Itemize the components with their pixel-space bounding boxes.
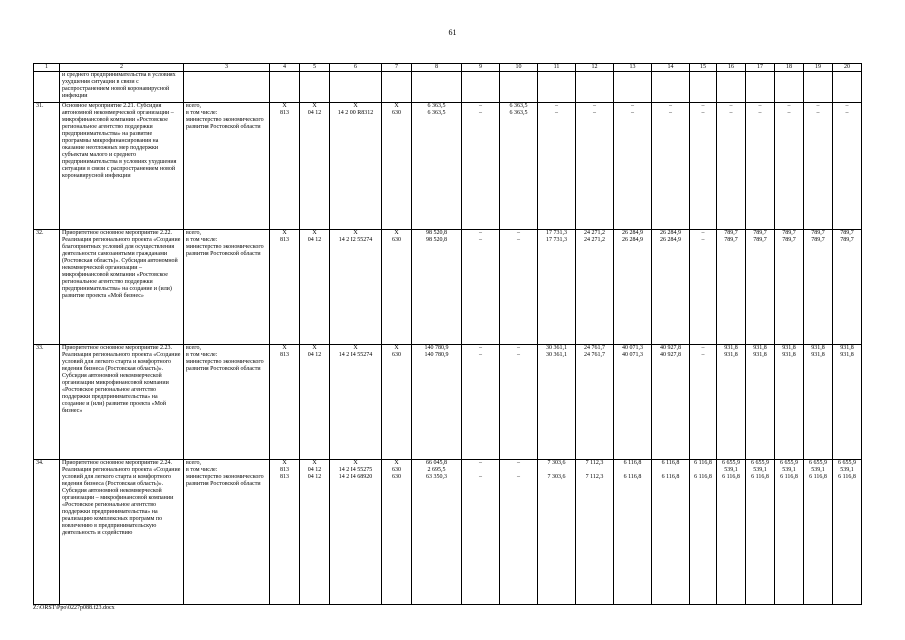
value-line: 140 780,9 bbox=[424, 345, 449, 351]
value-cell-col-6 bbox=[330, 460, 382, 605]
value-cell-col-13 bbox=[614, 345, 652, 460]
value-line: – bbox=[479, 237, 482, 243]
value-line: 24 761,7 bbox=[584, 352, 605, 358]
value-line: X bbox=[312, 230, 317, 236]
value-line: 7 303,6 bbox=[547, 460, 566, 466]
value-line: 789,7 bbox=[724, 237, 738, 243]
value-line bbox=[692, 467, 714, 474]
value-line: – bbox=[845, 103, 849, 109]
value-line: – bbox=[758, 110, 762, 116]
value-line: 04 12 bbox=[307, 237, 322, 243]
value-line: 17 731,3 bbox=[546, 230, 567, 236]
value-cell-col-5 bbox=[300, 460, 330, 605]
value-line: 26 284,9 bbox=[660, 230, 681, 236]
value-line: – bbox=[701, 345, 705, 351]
header-col-14: 14 bbox=[652, 64, 690, 72]
value-cell-col-14 bbox=[652, 230, 690, 345]
executor-line: министерство экономического развития Ростовской области bbox=[186, 474, 264, 487]
value-cell-col-12 bbox=[576, 345, 614, 460]
header-col-8: 8 bbox=[412, 64, 462, 72]
value-line: X bbox=[353, 103, 358, 109]
value-line bbox=[502, 467, 535, 474]
row-number: 31. bbox=[34, 103, 60, 230]
value-line: – bbox=[517, 460, 520, 466]
value-line: 6 116,8 bbox=[694, 460, 712, 466]
value-line: 789,7 bbox=[811, 230, 825, 236]
value-line: 14 2 I4 55274 bbox=[338, 352, 373, 358]
value-cell-col-16 bbox=[717, 345, 746, 460]
value-cell-col-15 bbox=[690, 103, 717, 230]
value-cell-col-18 bbox=[775, 103, 804, 230]
value-line: – bbox=[479, 110, 482, 116]
value-cell-col-17 bbox=[746, 103, 775, 230]
executor-line: министерство экономического развития Ростовской области bbox=[186, 244, 264, 257]
value-line: 931,8 bbox=[724, 352, 738, 358]
value-line: 813 bbox=[280, 352, 289, 358]
header-col-17: 17 bbox=[746, 64, 775, 72]
value-cell-col-5 bbox=[300, 103, 330, 230]
measure-description: Основное мероприятие 2.21. Субсидия автономной некоммерческой организации – микрофинансовой компании «Ростовское региональное агентство поддержки предпринимательства» на развитие программы микрофинансирования на оказание неотложных мер поддержки субъектам малого и среднего предпринимательства в условиях ухудшения ситуации в связи с распространением новой коронавирусной инфекции bbox=[60, 103, 184, 230]
page-number: 61 bbox=[448, 28, 457, 37]
value-line: 24 271,2 bbox=[584, 230, 605, 236]
value-line: 539,1 bbox=[724, 467, 738, 473]
executor bbox=[184, 103, 270, 230]
value-line: 931,8 bbox=[724, 345, 738, 351]
value-line: X bbox=[394, 460, 399, 466]
value-line: – bbox=[517, 230, 520, 236]
value-cell-col-7 bbox=[382, 103, 412, 230]
value-line: 789,7 bbox=[840, 237, 854, 243]
value-line: 813 bbox=[280, 467, 289, 473]
value-line: – bbox=[517, 474, 520, 480]
value-cell-col-11 bbox=[538, 103, 576, 230]
table-row bbox=[34, 103, 862, 230]
value-cell-col-4 bbox=[270, 230, 300, 345]
value-cell-col-19 bbox=[804, 103, 833, 230]
value-line: 630 bbox=[392, 474, 401, 480]
value-cell-col-9 bbox=[462, 103, 500, 230]
value-cell-col-10 bbox=[500, 460, 538, 605]
value-line: 931,8 bbox=[811, 345, 825, 351]
value-line: 539,1 bbox=[753, 467, 767, 473]
value-line: 40 927,8 bbox=[660, 352, 681, 358]
executor-line: в том числе: bbox=[186, 237, 218, 243]
value-line: 24 761,7 bbox=[584, 345, 605, 351]
value-line: – bbox=[669, 110, 672, 116]
value-line: X bbox=[353, 230, 358, 236]
value-line: 6 363,5 bbox=[509, 110, 528, 116]
value-line: 24 271,2 bbox=[584, 237, 605, 243]
value-line: – bbox=[701, 110, 705, 116]
header-col-15: 15 bbox=[690, 64, 717, 72]
value-line: – bbox=[479, 103, 482, 109]
value-line: – bbox=[631, 103, 634, 109]
value-line: – bbox=[517, 345, 520, 351]
value-line: 931,8 bbox=[840, 345, 854, 351]
value-cell-col-7 bbox=[382, 345, 412, 460]
value-line: 931,8 bbox=[782, 345, 796, 351]
value-cell-col-4 bbox=[270, 103, 300, 230]
value-line: X bbox=[353, 460, 358, 466]
value-line: 6 116,8 bbox=[751, 474, 769, 480]
value-cell-col-16 bbox=[717, 103, 746, 230]
value-cell-col-18 bbox=[775, 460, 804, 605]
value-cell-col-8 bbox=[412, 345, 462, 460]
value-line: X bbox=[394, 230, 399, 236]
row-number: 34. bbox=[34, 460, 60, 605]
value-cell-col-6 bbox=[330, 103, 382, 230]
value-line: 26 284,9 bbox=[622, 237, 643, 243]
value-cell-col-5 bbox=[300, 345, 330, 460]
value-line: 813 bbox=[280, 474, 289, 480]
value-line: – bbox=[758, 103, 762, 109]
value-line bbox=[578, 467, 611, 474]
value-cell-col-17 bbox=[746, 230, 775, 345]
value-line: 140 780,9 bbox=[424, 352, 449, 358]
value-line: 40 071,3 bbox=[622, 352, 643, 358]
executor-line: всего, bbox=[186, 460, 202, 466]
value-cell-col-10 bbox=[500, 103, 538, 230]
value-line: 789,7 bbox=[782, 237, 796, 243]
value-line: 6 116,8 bbox=[838, 474, 856, 480]
value-cell-col-13 bbox=[614, 103, 652, 230]
value-line: 26 284,9 bbox=[622, 230, 643, 236]
header-col-16: 16 bbox=[717, 64, 746, 72]
value-cell-col-16 bbox=[717, 230, 746, 345]
value-line: 04 12 bbox=[307, 467, 322, 473]
header-col-6: 6 bbox=[330, 64, 382, 72]
value-line: – bbox=[593, 110, 596, 116]
executor-line: министерство экономического развития Ростовской области bbox=[186, 117, 264, 130]
value-line: 539,1 bbox=[782, 467, 796, 473]
value-line: X bbox=[394, 345, 399, 351]
value-line: – bbox=[787, 103, 791, 109]
value-line: 98 520,8 bbox=[426, 230, 447, 236]
value-cell-col-15 bbox=[690, 230, 717, 345]
value-line: 7 112,3 bbox=[585, 460, 604, 466]
value-line: 04 12 bbox=[307, 110, 322, 116]
value-cell-col-15 bbox=[690, 345, 717, 460]
value-line: – bbox=[517, 237, 520, 243]
value-line: 6 655,9 bbox=[751, 460, 769, 466]
value-cell-col-12 bbox=[576, 103, 614, 230]
row-number: 33. bbox=[34, 345, 60, 460]
value-line: 813 bbox=[280, 110, 289, 116]
value-line bbox=[464, 467, 497, 474]
value-line bbox=[616, 467, 649, 474]
table-row bbox=[34, 460, 862, 605]
header-col-13: 13 bbox=[614, 64, 652, 72]
header-col-10: 10 bbox=[500, 64, 538, 72]
value-line: X bbox=[282, 345, 287, 351]
value-cell-col-7 bbox=[382, 460, 412, 605]
value-cell-col-10 bbox=[500, 230, 538, 345]
budget-table bbox=[33, 63, 862, 605]
value-line: – bbox=[555, 110, 558, 116]
value-line: 6 363,5 bbox=[427, 103, 446, 109]
continuation-desc: и среднего предпринимательства в условиях ухудшения ситуации в связи с распространением новой коронавирусной инфекции bbox=[60, 72, 184, 103]
value-line: – bbox=[729, 103, 733, 109]
value-cell-col-4 bbox=[270, 345, 300, 460]
measure-description: Приоритетное основное мероприятие 2.22. Реализация регионального проекта «Создание благоприятных условий для осуществления деятельности самозанятыми гражданами (Ростовская область)». Субсидия автономной некоммерческой организации – микрофинансовой компании «Ростовское региональное агентство поддержки предпринимательства» на создание и (или) развитие проекта «Мой бизнес» bbox=[60, 230, 184, 345]
value-line: 66 045,8 bbox=[426, 460, 447, 466]
value-line: 6 116,8 bbox=[661, 460, 680, 466]
value-line: 931,8 bbox=[753, 345, 767, 351]
executor-line: всего, bbox=[186, 230, 202, 236]
value-line: 2 695,5 bbox=[427, 467, 446, 473]
value-cell-col-7 bbox=[382, 230, 412, 345]
value-line: 630 bbox=[392, 237, 401, 243]
value-line: 30 361,1 bbox=[546, 352, 567, 358]
value-line: – bbox=[631, 110, 634, 116]
executor-line: всего, bbox=[186, 345, 202, 351]
value-line bbox=[540, 467, 573, 474]
value-cell-col-19 bbox=[804, 460, 833, 605]
value-cell-col-11 bbox=[538, 460, 576, 605]
value-cell-col-19 bbox=[804, 345, 833, 460]
header-col-5: 5 bbox=[300, 64, 330, 72]
executor-line: в том числе: bbox=[186, 467, 218, 473]
value-line: X bbox=[282, 460, 287, 466]
value-line: 7 112,3 bbox=[585, 474, 604, 480]
header-col-20: 20 bbox=[833, 64, 862, 72]
value-line: 789,7 bbox=[782, 230, 796, 236]
executor bbox=[184, 230, 270, 345]
value-line: X bbox=[282, 230, 287, 236]
value-line: 6 655,9 bbox=[838, 460, 856, 466]
value-cell-col-20 bbox=[833, 230, 862, 345]
value-cell-col-18 bbox=[775, 345, 804, 460]
value-line: X bbox=[312, 345, 317, 351]
executor bbox=[184, 345, 270, 460]
value-line: 789,7 bbox=[811, 237, 825, 243]
value-line: 40 927,8 bbox=[660, 345, 681, 351]
header-col-2: 2 bbox=[60, 64, 184, 72]
value-cell-col-6 bbox=[330, 230, 382, 345]
measure-description: Приоритетное основное мероприятие 2.24. Реализация регионального проекта «Создание условий для легкого старта и комфортного ведения бизнеса (Ростовская область)». Субсидия автономной некоммерческой организации – микрофинансовой компании «Ростовское региональное агентство поддержки предпринимательства» на реализацию комплексных программ по вовлечению в предпринимательскую деятельность и содействию bbox=[60, 460, 184, 605]
value-line: 6 116,8 bbox=[623, 474, 642, 480]
value-cell-col-11 bbox=[538, 345, 576, 460]
value-line: 14 2 I4 55275 bbox=[338, 467, 373, 473]
header-row bbox=[34, 64, 862, 72]
table-row bbox=[34, 230, 862, 345]
value-cell-col-8 bbox=[412, 230, 462, 345]
executor-line: всего, bbox=[186, 103, 202, 109]
value-cell-col-8 bbox=[412, 460, 462, 605]
value-line: 6 655,9 bbox=[809, 460, 827, 466]
value-line: X bbox=[394, 103, 399, 109]
value-line: – bbox=[729, 110, 733, 116]
value-line: 6 116,8 bbox=[694, 474, 712, 480]
value-cell-col-8 bbox=[412, 103, 462, 230]
value-cell-col-10 bbox=[500, 345, 538, 460]
value-line: X bbox=[312, 103, 317, 109]
value-line: – bbox=[593, 103, 596, 109]
value-line: – bbox=[479, 352, 482, 358]
value-line: 04 12 bbox=[307, 352, 322, 358]
value-line: – bbox=[555, 103, 558, 109]
value-line: – bbox=[479, 460, 482, 466]
value-line: 789,7 bbox=[753, 237, 767, 243]
value-cell-col-19 bbox=[804, 230, 833, 345]
executor-line: министерство экономического развития Ростовской области bbox=[186, 359, 264, 372]
value-cell-col-16 bbox=[717, 460, 746, 605]
header-col-7: 7 bbox=[382, 64, 412, 72]
value-line: 14 2 I2 55274 bbox=[338, 237, 373, 243]
row-number: 32. bbox=[34, 230, 60, 345]
value-cell-col-9 bbox=[462, 460, 500, 605]
value-cell-col-5 bbox=[300, 230, 330, 345]
value-line: – bbox=[787, 110, 791, 116]
value-line: – bbox=[479, 230, 482, 236]
value-cell-col-11 bbox=[538, 230, 576, 345]
value-line: 7 303,6 bbox=[547, 474, 566, 480]
value-line: 931,8 bbox=[753, 352, 767, 358]
value-line: 6 116,8 bbox=[722, 474, 740, 480]
value-cell-col-13 bbox=[614, 460, 652, 605]
value-cell-col-20 bbox=[833, 460, 862, 605]
header-col-1: 1 bbox=[34, 64, 60, 72]
value-cell-col-18 bbox=[775, 230, 804, 345]
value-cell-col-13 bbox=[614, 230, 652, 345]
value-line: – bbox=[701, 230, 705, 236]
value-line: 6 655,9 bbox=[780, 460, 798, 466]
value-line: 6 363,5 bbox=[427, 110, 446, 116]
value-line: 6 116,8 bbox=[661, 474, 680, 480]
value-line: 813 bbox=[280, 237, 289, 243]
value-line: 04 12 bbox=[307, 474, 322, 480]
value-line: – bbox=[816, 110, 820, 116]
value-line: 931,8 bbox=[811, 352, 825, 358]
value-line: 539,1 bbox=[811, 467, 825, 473]
value-line: 26 284,9 bbox=[660, 237, 681, 243]
value-cell-col-20 bbox=[833, 103, 862, 230]
value-line: – bbox=[701, 237, 705, 243]
value-cell-col-15 bbox=[690, 460, 717, 605]
value-cell-col-14 bbox=[652, 103, 690, 230]
value-line: – bbox=[479, 345, 482, 351]
value-line: X bbox=[312, 460, 317, 466]
value-cell-col-12 bbox=[576, 460, 614, 605]
value-line: – bbox=[701, 103, 705, 109]
header-col-11: 11 bbox=[538, 64, 576, 72]
value-line: – bbox=[816, 103, 820, 109]
value-line: 14 2 I4 68920 bbox=[338, 474, 373, 480]
value-cell-col-20 bbox=[833, 345, 862, 460]
value-line: 17 731,3 bbox=[546, 237, 567, 243]
value-line: 6 655,9 bbox=[722, 460, 740, 466]
value-line: 931,8 bbox=[840, 352, 854, 358]
header-col-4: 4 bbox=[270, 64, 300, 72]
header-col-3: 3 bbox=[184, 64, 270, 72]
table-row bbox=[34, 345, 862, 460]
value-line: – bbox=[479, 474, 482, 480]
value-line: 30 361,1 bbox=[546, 345, 567, 351]
cell-num bbox=[34, 72, 60, 103]
value-line: – bbox=[669, 103, 672, 109]
value-line: 630 bbox=[392, 467, 401, 473]
value-line: 6 116,8 bbox=[780, 474, 798, 480]
header-col-9: 9 bbox=[462, 64, 500, 72]
value-cell-col-14 bbox=[652, 460, 690, 605]
file-path-footer: Z:\ORST\Ppo\0227p088.f23.docx bbox=[33, 605, 115, 611]
value-line: – bbox=[845, 110, 849, 116]
value-line: – bbox=[701, 352, 705, 358]
value-line: 789,7 bbox=[724, 230, 738, 236]
value-cell-col-17 bbox=[746, 460, 775, 605]
executor-line: в том числе: bbox=[186, 110, 218, 116]
header-col-18: 18 bbox=[775, 64, 804, 72]
value-line: 789,7 bbox=[753, 230, 767, 236]
value-cell-col-6 bbox=[330, 345, 382, 460]
value-line: 14 2 00 R8312 bbox=[337, 110, 374, 116]
executor bbox=[184, 460, 270, 605]
value-line: 6 116,8 bbox=[809, 474, 827, 480]
value-line: 539,1 bbox=[840, 467, 854, 473]
header-col-19: 19 bbox=[804, 64, 833, 72]
value-line: 630 bbox=[392, 110, 401, 116]
value-line: 630 bbox=[392, 352, 401, 358]
value-line: 63 350,3 bbox=[426, 474, 447, 480]
value-line: – bbox=[517, 352, 520, 358]
value-cell-col-12 bbox=[576, 230, 614, 345]
value-line: 931,8 bbox=[782, 352, 796, 358]
value-line: 789,7 bbox=[840, 230, 854, 236]
value-cell-col-9 bbox=[462, 230, 500, 345]
executor-line: в том числе: bbox=[186, 352, 218, 358]
continuation-row bbox=[34, 72, 862, 103]
value-line: 6 363,5 bbox=[509, 103, 528, 109]
value-line: 40 071,3 bbox=[622, 345, 643, 351]
value-cell-col-14 bbox=[652, 345, 690, 460]
value-line bbox=[654, 467, 687, 474]
value-line: X bbox=[353, 345, 358, 351]
measure-description: Приоритетное основное мероприятие 2.23. Реализация регионального проекта «Создание условий для легкого старта и комфортного ведения бизнеса (Ростовская область)». Субсидия автономной некоммерческой организации микрофинансовой компании «Ростовское региональное агентство поддержки предпринимательства» на создание и (или) развитие проекта «Мой бизнес» bbox=[60, 345, 184, 460]
value-line: 98 520,8 bbox=[426, 237, 447, 243]
value-cell-col-9 bbox=[462, 345, 500, 460]
value-line: X bbox=[282, 103, 287, 109]
value-cell-col-17 bbox=[746, 345, 775, 460]
value-cell-col-4 bbox=[270, 460, 300, 605]
header-col-12: 12 bbox=[576, 64, 614, 72]
value-line: 6 116,8 bbox=[623, 460, 642, 466]
